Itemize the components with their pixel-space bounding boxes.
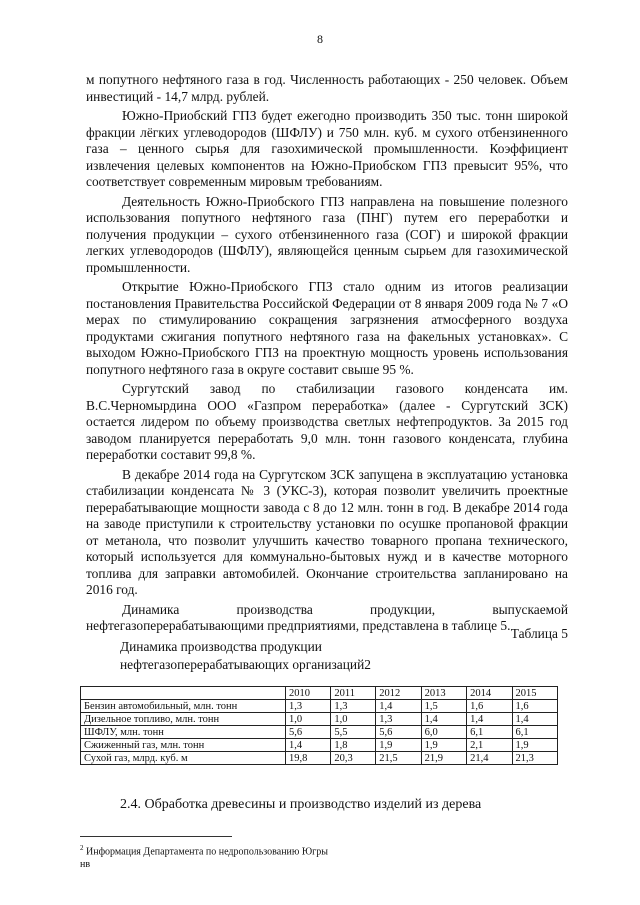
paragraph: м попутного нефтяного газа в год. Численность работающих - 250 человек. Объем инвестиций - 14,7 млрд. рублей. <box>86 72 568 104</box>
table-cell: 1,0 <box>331 713 376 726</box>
table-cell: 6,1 <box>512 726 558 739</box>
table-cell: 1,0 <box>286 713 331 726</box>
table-row <box>81 713 558 726</box>
footnote <box>80 842 328 871</box>
table-cell: 1,8 <box>331 739 376 752</box>
table-row <box>81 752 558 765</box>
table-cell: 21,4 <box>467 752 512 765</box>
table-label: Таблица 5 <box>510 626 568 641</box>
table-cell: 1,6 <box>512 700 558 713</box>
table-cell: 1,4 <box>376 700 421 713</box>
table-caption-line: Динамика производства продукции <box>120 639 322 654</box>
table-cell: 5,5 <box>331 726 376 739</box>
table-header-cell: 2014 <box>467 687 512 700</box>
section-heading: 2.4. Обработка древесины и производство изделий из дерева <box>120 797 482 812</box>
footnote-divider <box>80 836 232 837</box>
table-cell: 1,9 <box>421 739 466 752</box>
paragraph: Деятельность Южно-Приобского ГПЗ направлена на повышение полезного использования попутного нефтяного газа (ПНГ) путем его переработки и получения продукции – сухого отбензиненного газа (СОГ) и широкой фракции легких углеводородов (ШФЛУ), являющейся ценным сырьем для газохимической промышленности. <box>86 193 568 275</box>
table-cell: 20,3 <box>331 752 376 765</box>
table-cell: 5,6 <box>286 726 331 739</box>
table-cell: Сухой газ, млрд. куб. м <box>81 752 286 765</box>
footnote-marker: 2 <box>80 844 84 852</box>
table-cell: 1,9 <box>512 739 558 752</box>
table-cell: 6,0 <box>421 726 466 739</box>
table-cell: Бензин автомобильный, млн. тонн <box>81 700 286 713</box>
table-cell: 1,3 <box>331 700 376 713</box>
table-cell: 1,5 <box>421 700 466 713</box>
table-row <box>81 739 558 752</box>
table-cell: Сжиженный газ, млн. тонн <box>81 739 286 752</box>
table-cell: 2,1 <box>467 739 512 752</box>
table-caption <box>120 638 450 674</box>
table-cell: 1,4 <box>467 713 512 726</box>
footnote-text: Информация Департамента по недропользованию Югры <box>86 846 328 858</box>
table-cell: 21,3 <box>512 752 558 765</box>
table-cell: 1,6 <box>467 700 512 713</box>
table-cell: 1,4 <box>286 739 331 752</box>
paragraph: В декабре 2014 года на Сургутском ЗСК запущена в эксплуатацию установка стабилизации конденсата № 3 (УКС-3), которая позволит увеличить проектные перерабатывающие мощности завода с 8 до 12 млн. тонн в год. В декабре 2014 года на заводе приступили к строительству установки по осушке пропановой фракции от метанола, что позволит улучшить качество товарного пропана технического, который используется для коммунально-бытовых нужд и в качестве моторного топлива для заправки автомобилей. Окончание строительства запланировано на 2016 год. <box>86 466 568 597</box>
table-cell: Дизельное топливо, млн. тонн <box>81 713 286 726</box>
production-table <box>80 686 558 765</box>
table-row <box>81 700 558 713</box>
table-cell: ШФЛУ, млн. тонн <box>81 726 286 739</box>
paragraph: Открытие Южно-Приобского ГПЗ стало одним из итогов реализации постановления Правительства Российской Федерации от 8 января 2009 года № 7 «О мерах по стимулированию сокращения загрязнения атмосферного воздуха продуктами сжигания попутного нефтяного газа на факельных установках». С выходом Южно-Приобского ГПЗ на проектную мощность уровень использования попутного нефтяного газа в округе составит свыше 95 %. <box>86 279 568 377</box>
table-cell: 1,3 <box>286 700 331 713</box>
table-header-cell: 2015 <box>512 687 558 700</box>
table-header-cell <box>81 687 286 700</box>
table-header-cell: 2010 <box>286 687 331 700</box>
table-header-row <box>81 687 558 700</box>
table-cell: 1,4 <box>421 713 466 726</box>
table-cell: 5,6 <box>376 726 421 739</box>
table-cell: 19,8 <box>286 752 331 765</box>
table-caption-line: нефтегазоперерабатывающих организаций2 <box>120 657 371 672</box>
paragraph: Сургутский завод по стабилизации газового конденсата им. В.С.Черномырдина ООО «Газпром переработка» (далее - Сургутский ЗСК) остается лидером по объему производства светлых нефтепродуктов. За 2015 год заводом планируется переработать 9,0 млн. тонн газового конденсата, глубина переработки составит 99,8 %. <box>86 381 568 462</box>
table-cell: 1,4 <box>512 713 558 726</box>
footnote-extra: нв <box>80 859 91 871</box>
table-header-cell: 2013 <box>421 687 466 700</box>
table-cell: 21,5 <box>376 752 421 765</box>
paragraph: Южно-Приобский ГПЗ будет ежегодно производить 350 тыс. тонн широкой фракции лёгких углеводородов (ШФЛУ) и 750 млн. куб. м сухого отбензиненного газа – ценного сырья для газохимической промышленности. Коэффициент извлечения целевых компонентов на Южно-Приобском ГПЗ превысит 95%, что соответствует современным мировым требованиям. <box>86 108 568 189</box>
table-cell: 6,1 <box>467 726 512 739</box>
table-row <box>81 726 558 739</box>
paragraph: Динамика производства продукции, выпускаемой нефтегазоперерабатывающими предприятиями, представлена в таблице 5. <box>86 601 568 633</box>
body-text <box>86 72 568 638</box>
page-number: 8 <box>317 32 323 46</box>
table-cell: 1,9 <box>376 739 421 752</box>
table-header-cell: 2012 <box>376 687 421 700</box>
table-cell: 1,3 <box>376 713 421 726</box>
table-header-cell: 2011 <box>331 687 376 700</box>
table-cell: 21,9 <box>421 752 466 765</box>
footnote-line <box>80 842 328 858</box>
